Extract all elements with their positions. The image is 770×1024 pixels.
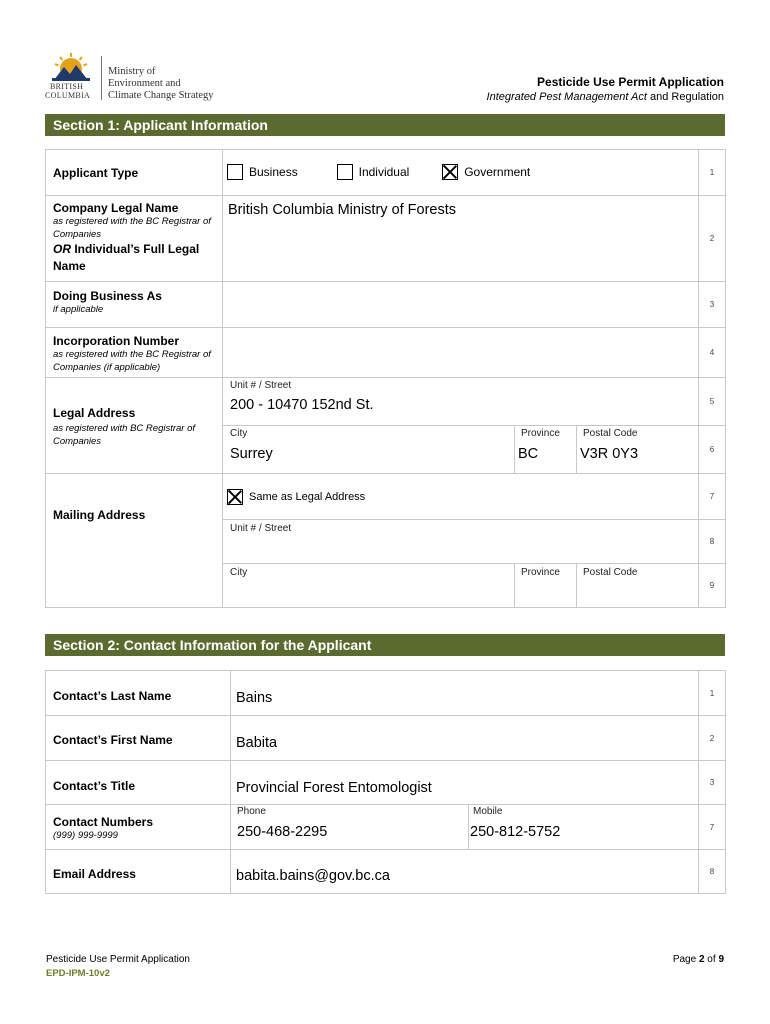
legal-street-value: 200 - 10470 152nd St.	[230, 397, 374, 413]
legal-street-caption: Unit # / Street	[230, 380, 292, 391]
contact-numbers-format: (999) 999-9999	[53, 830, 118, 841]
form-subtitle	[487, 91, 724, 103]
row-number: 2	[699, 196, 726, 282]
contact-numbers-label-cell	[46, 805, 231, 850]
applicant-type-options	[223, 150, 699, 196]
row-number: 3	[699, 761, 726, 805]
mailing-address-label: Mailing Address	[53, 508, 146, 522]
dba-label: Doing Business As	[53, 289, 162, 303]
applicant-info-table	[45, 149, 726, 608]
subtitle-rest: and Regulation	[646, 91, 724, 103]
page-number	[673, 954, 724, 965]
logo-divider	[101, 56, 102, 100]
same-as-legal-checkbox[interactable]	[227, 489, 243, 505]
legal-city-caption: City	[230, 428, 248, 439]
mailing-address-label-cell	[46, 474, 223, 608]
bc-wordmark-line2: COLUMBIA	[45, 91, 91, 100]
legal-address-label-cell	[46, 378, 223, 474]
legal-province-field[interactable]	[515, 426, 577, 474]
phone-caption: Phone	[237, 806, 266, 817]
bc-wordmark-line1: BRITISH	[50, 82, 84, 91]
mailing-city-field[interactable]	[223, 564, 515, 608]
incorporation-sublabel: as registered with the BC Registrar of Companies (if applicable)	[53, 349, 211, 373]
email-label-cell	[46, 850, 231, 894]
mailing-street-caption: Unit # / Street	[230, 523, 292, 534]
page-current: 2	[698, 954, 705, 965]
first-name-field[interactable]	[231, 716, 699, 761]
government-checkbox[interactable]	[442, 164, 458, 180]
row-number: 5	[699, 378, 726, 426]
row-number: 7	[699, 474, 726, 520]
option-individual[interactable]	[337, 163, 410, 180]
legal-city-value: Surrey	[230, 446, 273, 462]
last-name-label-cell	[46, 671, 231, 716]
legal-street-field[interactable]	[223, 378, 699, 426]
contact-title-value: Provincial Forest Entomologist	[236, 780, 432, 796]
phone-field[interactable]	[231, 805, 469, 850]
individual-checkbox[interactable]	[337, 164, 353, 180]
mobile-value: 250-812-5752	[470, 824, 561, 840]
government-label: Government	[464, 164, 531, 179]
dba-sublabel: if applicable	[53, 304, 104, 315]
legal-address-label: Legal Address	[53, 406, 136, 420]
row-number: 1	[699, 671, 726, 716]
mailing-street-field[interactable]	[223, 520, 699, 564]
business-checkbox[interactable]	[227, 164, 243, 180]
legal-address-sublabel: as registered with BC Registrar of Companies	[53, 423, 196, 447]
row-number: 7	[699, 805, 726, 850]
email-value: babita.bains@gov.bc.ca	[236, 868, 390, 884]
applicant-type-label-cell	[46, 150, 223, 196]
individual-name-label	[53, 241, 222, 275]
same-as-legal-option[interactable]	[223, 474, 699, 520]
option-business[interactable]	[227, 163, 298, 180]
bc-sun-mountains-icon	[50, 52, 92, 82]
incorporation-field[interactable]	[223, 328, 699, 378]
mobile-field[interactable]	[469, 805, 699, 850]
first-name-label: Contact’s First Name	[53, 733, 173, 747]
last-name-field[interactable]	[231, 671, 699, 716]
page-prefix: Page	[672, 954, 699, 965]
incorporation-label: Incorporation Number	[53, 334, 180, 348]
phone-value: 250-468-2295	[237, 824, 328, 840]
legal-postal-field[interactable]	[577, 426, 699, 474]
contact-info-table	[45, 670, 726, 894]
mailing-city-caption: City	[230, 567, 248, 578]
legal-postal-caption: Postal Code	[583, 428, 638, 439]
same-as-legal-label: Same as Legal Address	[249, 490, 366, 503]
incorporation-label-cell	[46, 328, 223, 378]
row-number: 8	[699, 520, 726, 564]
row-number: 6	[699, 426, 726, 474]
form-title: Pesticide Use Permit Application	[537, 75, 724, 89]
mailing-postal-caption: Postal Code	[583, 567, 638, 578]
legal-province-value: BC	[518, 446, 539, 462]
act-name: Integrated Pest Management Act	[486, 91, 647, 103]
page-total: 9	[718, 954, 724, 965]
or-prefix: OR	[53, 242, 71, 256]
contact-title-label: Contact’s Title	[53, 779, 136, 793]
row-number: 3	[699, 282, 726, 328]
or-label: Individual’s Full Legal Name	[53, 242, 200, 273]
dba-label-cell	[46, 282, 223, 328]
first-name-value: Babita	[236, 735, 278, 751]
applicant-type-label: Applicant Type	[53, 166, 139, 180]
company-name-sublabel: as registered with the BC Registrar of Companies	[53, 216, 211, 240]
mailing-province-caption: Province	[521, 567, 560, 578]
last-name-label: Contact’s Last Name	[53, 689, 172, 703]
row-number: 4	[699, 328, 726, 378]
section1-header: Section 1: Applicant Information	[45, 114, 725, 136]
footer-form-name: Pesticide Use Permit Application	[46, 954, 190, 965]
individual-label: Individual	[358, 164, 410, 179]
ministry-name: Ministry of Environment and Climate Change Strategy	[108, 66, 214, 101]
dba-field[interactable]	[223, 282, 699, 328]
footer-form-code: EPD-IPM-10v2	[46, 968, 110, 979]
row-number: 8	[699, 850, 726, 894]
legal-province-caption: Province	[521, 428, 560, 439]
mobile-caption: Mobile	[473, 806, 503, 817]
row-number: 2	[699, 716, 726, 761]
company-name-label: Company Legal Name	[53, 201, 179, 215]
bc-logo	[44, 52, 214, 104]
company-name-label-cell	[46, 196, 223, 282]
email-label: Email Address	[53, 867, 136, 881]
first-name-label-cell	[46, 716, 231, 761]
legal-postal-value: V3R 0Y3	[580, 446, 639, 462]
contact-numbers-label: Contact Numbers	[53, 815, 154, 829]
contact-title-label-cell	[46, 761, 231, 805]
company-name-field[interactable]	[223, 196, 699, 282]
mailing-province-field[interactable]	[515, 564, 577, 608]
legal-city-field[interactable]	[223, 426, 515, 474]
row-number: 1	[699, 150, 726, 196]
company-name-value: British Columbia Ministry of Forests	[228, 202, 457, 218]
business-label: Business	[249, 164, 298, 179]
row-number: 9	[699, 564, 726, 608]
mailing-postal-field[interactable]	[577, 564, 699, 608]
option-government[interactable]	[442, 163, 530, 180]
contact-title-field[interactable]	[231, 761, 699, 805]
email-field[interactable]	[231, 850, 699, 894]
page-mid: of	[704, 954, 719, 965]
section2-header: Section 2: Contact Information for the Applicant	[45, 634, 725, 656]
last-name-value: Bains	[236, 690, 273, 706]
